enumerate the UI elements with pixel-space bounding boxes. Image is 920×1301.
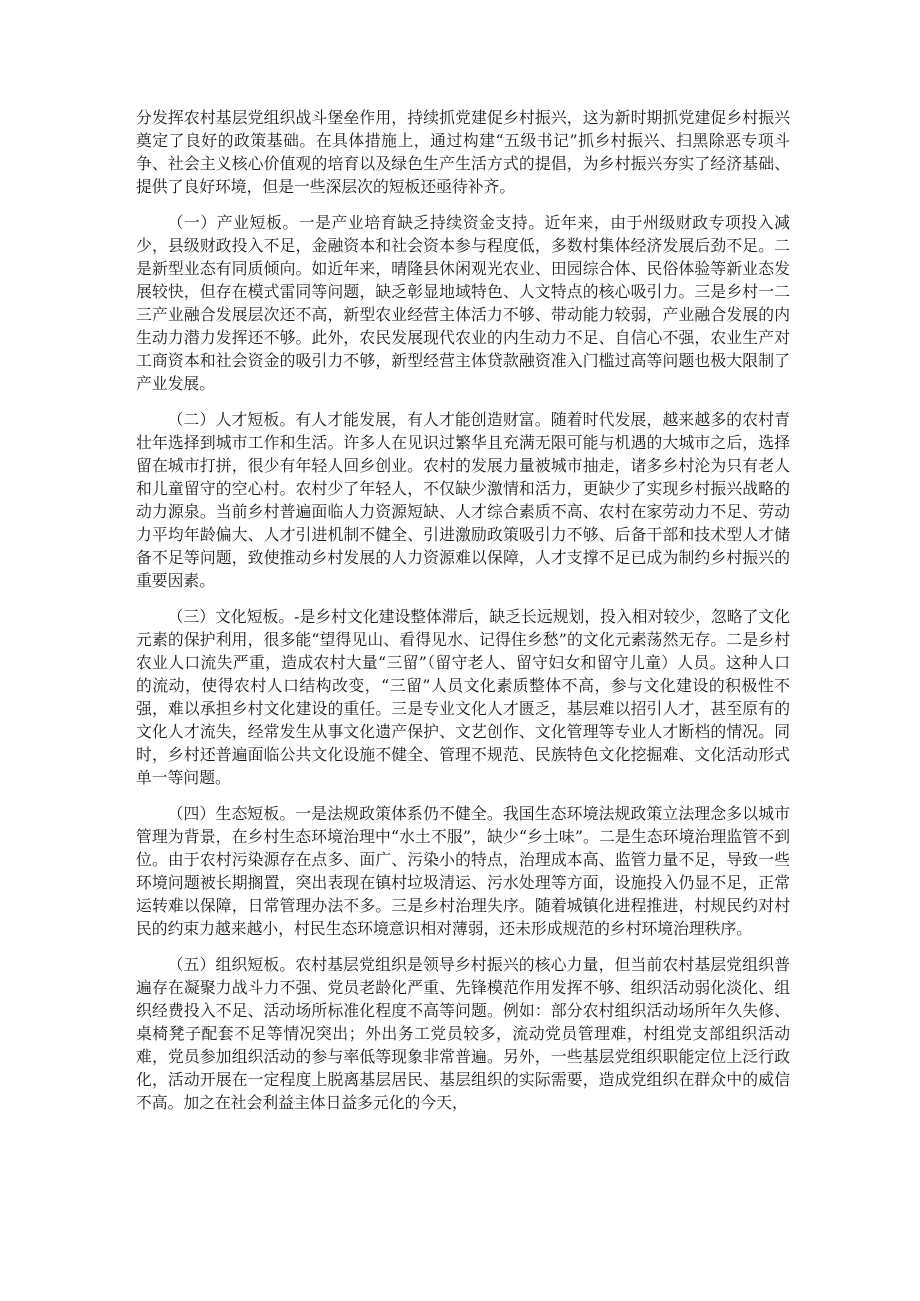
document-body [136,106,790,1127]
ecology-shortcoming-paragraph: （四）生态短板。一是法规政策体系仍不健全。我国生态环境法规政策立法理念多以城市管理为背景，在乡村生态环境治理中“水土不服”，缺少“乡土味”。二是生态环境治理监管不到位。由于农村污染源存在点多、面广、污染小的特点，治理成本高、监管力量不足，导致一些环境问题被长期搁置，突出表现在镇村垃圾清运、污水处理等方面，设施投入仍显不足，正常运转难以保障，日常管理办法不多。三是乡村治理失序。随着城镇化进程推进，村规民约对村民的约束力越来越小，村民生态环境意识相对薄弱，还未形成规范的乡村环境治理秩序。 [136,804,790,938]
culture-shortcoming-paragraph: （三）文化短板。-是乡村文化建设整体滞后，缺乏长远规划，投入相对较少，忽略了文化元素的保护利用，很多能“望得见山、看得见水、记得住乡愁”的文化元素荡然无存。二是乡村农业人口流失严重，造成农村大量“三留”（留守老人、留守妇女和留守儿童）人员。这种人口的流动，使得农村人口结构改变，“三留”人员文化素质整体不高，参与文化建设的积极性不强，难以承担乡村文化建设的重任。三是专业文化人才匮乏，基层难以招引人才，甚至原有的文化人才流失，经常发生从事文化遗产保护、文艺创作、文化管理等专业人才断档的情况。同时，乡村还普遍面临公共文化设施不健全、管理不规范、民族特色文化挖掘难、文化活动形式单一等问题。 [136,607,790,787]
talent-shortcoming-paragraph: （二）人才短板。有人才能发展，有人才能创造财富。随着时代发展，越来越多的农村青壮年选择到城市工作和生活。许多人在见识过繁华且充满无限可能与机遇的大城市之后，选择留在城市打拼，很少有年轻人回乡创业。农村的发展力量被城市抽走，诸多乡村沦为只有老人和儿童留守的空心村。农村少了年轻人，不仅缺少激情和活力，更缺少了实现乡村振兴战略的动力源泉。当前乡村普遍面临人力资源短缺、人才综合素质不高、农村在家劳动力不足、劳动力平均年龄偏大、人才引进机制不健全、引进激励政策吸引力不够、后备干部和技术型人才储备不足等问题，致使推动乡村发展的人力资源难以保障，人才支撑不足已成为制约乡村振兴的重要因素。 [136,410,790,590]
industry-shortcoming-paragraph: （一）产业短板。一是产业培育缺乏持续资金支持。近年来，由于州级财政专项投入减少，县级财政投入不足，金融资本和社会资本参与程度低，多数村集体经济发展后劲不足。二是新型业态有同质倾向。如近年来，晴隆县休闲观光农业、田园综合体、民俗体验等新业态发展较快，但存在模式雷同等问题，缺乏彰显地域特色、人文特点的核心吸引力。三是乡村一二三产业融合发展层次还不高，新型农业经营主体活力不够、带动能力较弱，产业融合发展的内生动力潜力发挥还不够。此外，农民发展现代农业的内生动力不足、自信心不强，农业生产对工商资本和社会资金的吸引力不够，新型经营主体贷款融资准入门槛过高等问题也极大限制了产业发展。 [136,213,790,393]
intro-paragraph: 分发挥农村基层党组织战斗堡垒作用，持续抓党建促乡村振兴，这为新时期抓党建促乡村振兴奠定了良好的政策基础。在具体措施上，通过构建“五级书记”抓乡村振兴、扫黑除恶专项斗争、社会主义核心价值观的培育以及绿色生产生活方式的提倡，为乡村振兴夯实了经济基础、提供了良好环境，但是一些深层次的短板还亟待补齐。 [136,108,790,196]
organization-shortcoming-paragraph: （五）组织短板。农村基层党组织是领导乡村振兴的核心力量，但当前农村基层党组织普遍存在凝聚力战斗力不强、党员老龄化严重、先锋模范作用发挥不够、组织活动弱化淡化、组织经费投入不足、活动场所标准化程度不高等问题。例如：部分农村组织活动场所年久失修、桌椅凳子配套不足等情况突出；外出务工党员较多，流动党员管理难，村组党支部组织活动难，党员参加组织活动的参与率低等现象非常普遍。另外，一些基层党组织职能定位上泛行政化，活动开展在一定程度上脱离基层居民、基层组织的实际需要，造成党组织在群众中的威信不高。加之在社会利益主体日益多元化的今天， [136,955,790,1112]
